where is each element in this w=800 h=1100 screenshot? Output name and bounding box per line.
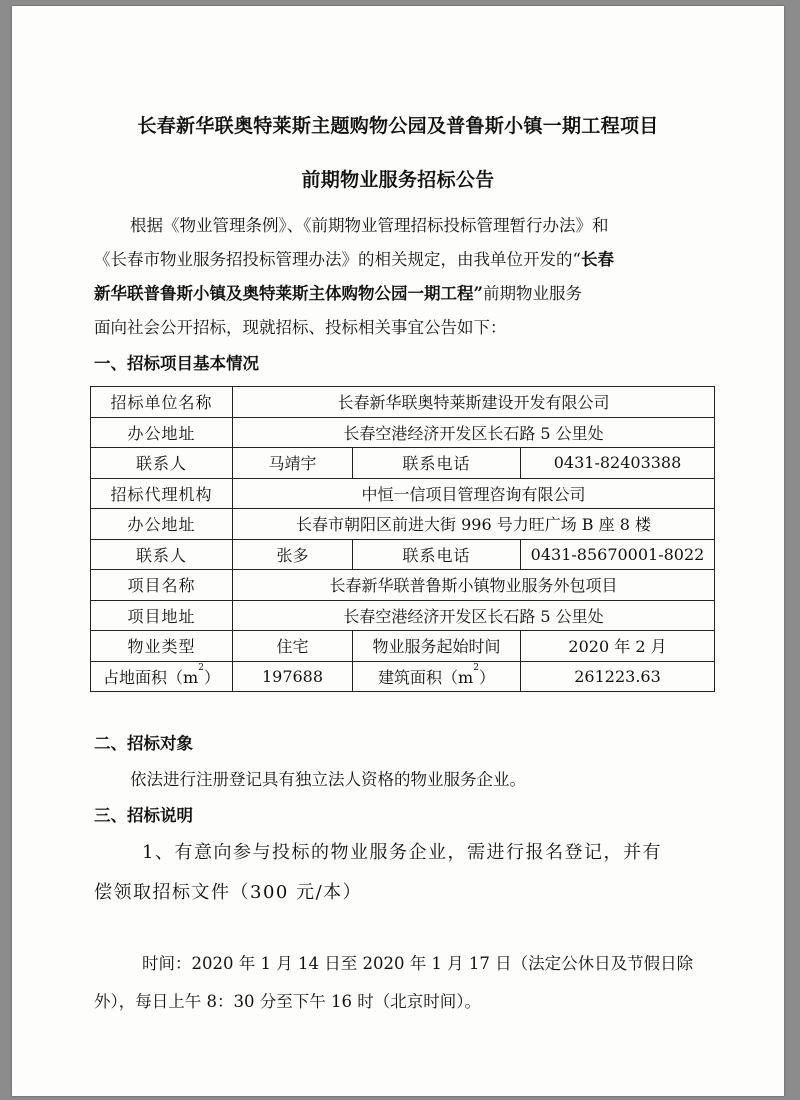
office-address-value: 长春空港经济开发区长石路 5 公里处 xyxy=(233,417,715,448)
project-name-bold-1: 长春 xyxy=(580,250,614,269)
table-row xyxy=(91,448,715,479)
project-address-label: 项目地址 xyxy=(91,600,233,631)
table-row xyxy=(91,539,715,570)
agency-phone-label: 联系电话 xyxy=(353,539,521,570)
building-area-value: 261223.63 xyxy=(521,661,715,692)
property-type-label: 物业类型 xyxy=(91,631,233,662)
agency-address-value: 长春市朝阳区前进大街 996 号力旺广场 B 座 8 楼 xyxy=(233,509,715,540)
agency-phone-value: 0431-85670001-8022 xyxy=(521,539,715,570)
title-line-2: 前期物业服务招标公告 xyxy=(301,169,495,191)
building-area-close: ） xyxy=(478,667,495,687)
table-row xyxy=(91,631,715,662)
intro-line-2 xyxy=(94,246,614,270)
section-2-heading: 二、招标对象 xyxy=(94,734,193,753)
tenderer-label: 招标单位名称 xyxy=(91,387,233,418)
building-area-label-text: 建筑面积（m xyxy=(378,667,474,687)
tenderer-value: 长春新华联奥特莱斯建设开发有限公司 xyxy=(233,387,715,418)
title-line-1: 长春新华联奥特莱斯主题购物公园及普鲁斯小镇一期工程项目 xyxy=(137,115,659,137)
section-1-heading: 一、招标项目基本情况 xyxy=(94,354,259,373)
land-area-label xyxy=(91,661,233,692)
office-address-label: 办公地址 xyxy=(91,417,233,448)
item-1-line-1: 1、有意向参与投标的物业服务企业，需进行报名登记，并有 xyxy=(142,842,662,863)
table-row xyxy=(91,600,715,631)
property-type-value: 住宅 xyxy=(233,631,353,662)
table-row xyxy=(91,417,715,448)
contact-value: 马靖宇 xyxy=(233,448,353,479)
table-row xyxy=(91,387,715,418)
intro-line-4: 面向社会公开招标，现就招标、投标相关事宜公告如下： xyxy=(94,318,507,337)
section-2-text: 依法进行注册登记具有独立法人资格的物业服务企业。 xyxy=(130,770,526,789)
document-page xyxy=(12,6,784,1096)
time-line-2: 外），每日上午 8：30 分至下午 16 时（北京时间）。 xyxy=(94,992,481,1011)
building-area-label xyxy=(353,661,521,692)
land-area-close: ） xyxy=(203,667,220,687)
project-name-value: 长春新华联普鲁斯小镇物业服务外包项目 xyxy=(233,570,715,601)
project-name-bold-2: 新华联普鲁斯小镇及奥特莱斯主体购物公园一期工程” xyxy=(94,284,483,303)
land-area-value: 197688 xyxy=(233,661,353,692)
service-start-label: 物业服务起始时间 xyxy=(353,631,521,662)
land-area-sup: 2 xyxy=(198,662,204,673)
agency-contact-label: 联系人 xyxy=(91,539,233,570)
intro-line-2-text: 《长春市物业服务招投标管理办法》的相关规定，由我单位开发的“ xyxy=(94,250,581,269)
table-row xyxy=(91,661,715,692)
service-start-value: 2020 年 2 月 xyxy=(521,631,715,662)
agency-contact-value: 张多 xyxy=(233,539,353,570)
intro-line-3-text: 前期物业服务 xyxy=(483,284,582,303)
phone-value: 0431-82403388 xyxy=(521,448,715,479)
contact-label: 联系人 xyxy=(91,448,233,479)
agency-address-label: 办公地址 xyxy=(91,509,233,540)
phone-label: 联系电话 xyxy=(353,448,521,479)
table-row xyxy=(91,570,715,601)
agency-label: 招标代理机构 xyxy=(91,478,233,509)
table-row xyxy=(91,509,715,540)
table-row xyxy=(91,478,715,509)
section-3-heading: 三、招标说明 xyxy=(94,806,193,825)
intro-line-1: 根据《物业管理条例》、《前期物业管理招标投标管理暂行办法》和 xyxy=(130,216,609,235)
land-area-label-text: 占地面积（m xyxy=(103,667,199,687)
project-address-value: 长春空港经济开发区长石路 5 公里处 xyxy=(233,600,715,631)
project-name-label: 项目名称 xyxy=(91,570,233,601)
tender-info-table xyxy=(90,386,715,692)
building-area-sup: 2 xyxy=(473,662,479,673)
intro-line-3 xyxy=(94,280,582,304)
item-1-line-2: 偿领取招标文件（300 元/本） xyxy=(94,882,363,903)
agency-value: 中恒一信项目管理咨询有限公司 xyxy=(233,478,715,509)
time-line-1: 时间：2020 年 1 月 14 日至 2020 年 1 月 17 日（法定公休日及节假日除 xyxy=(142,954,694,973)
